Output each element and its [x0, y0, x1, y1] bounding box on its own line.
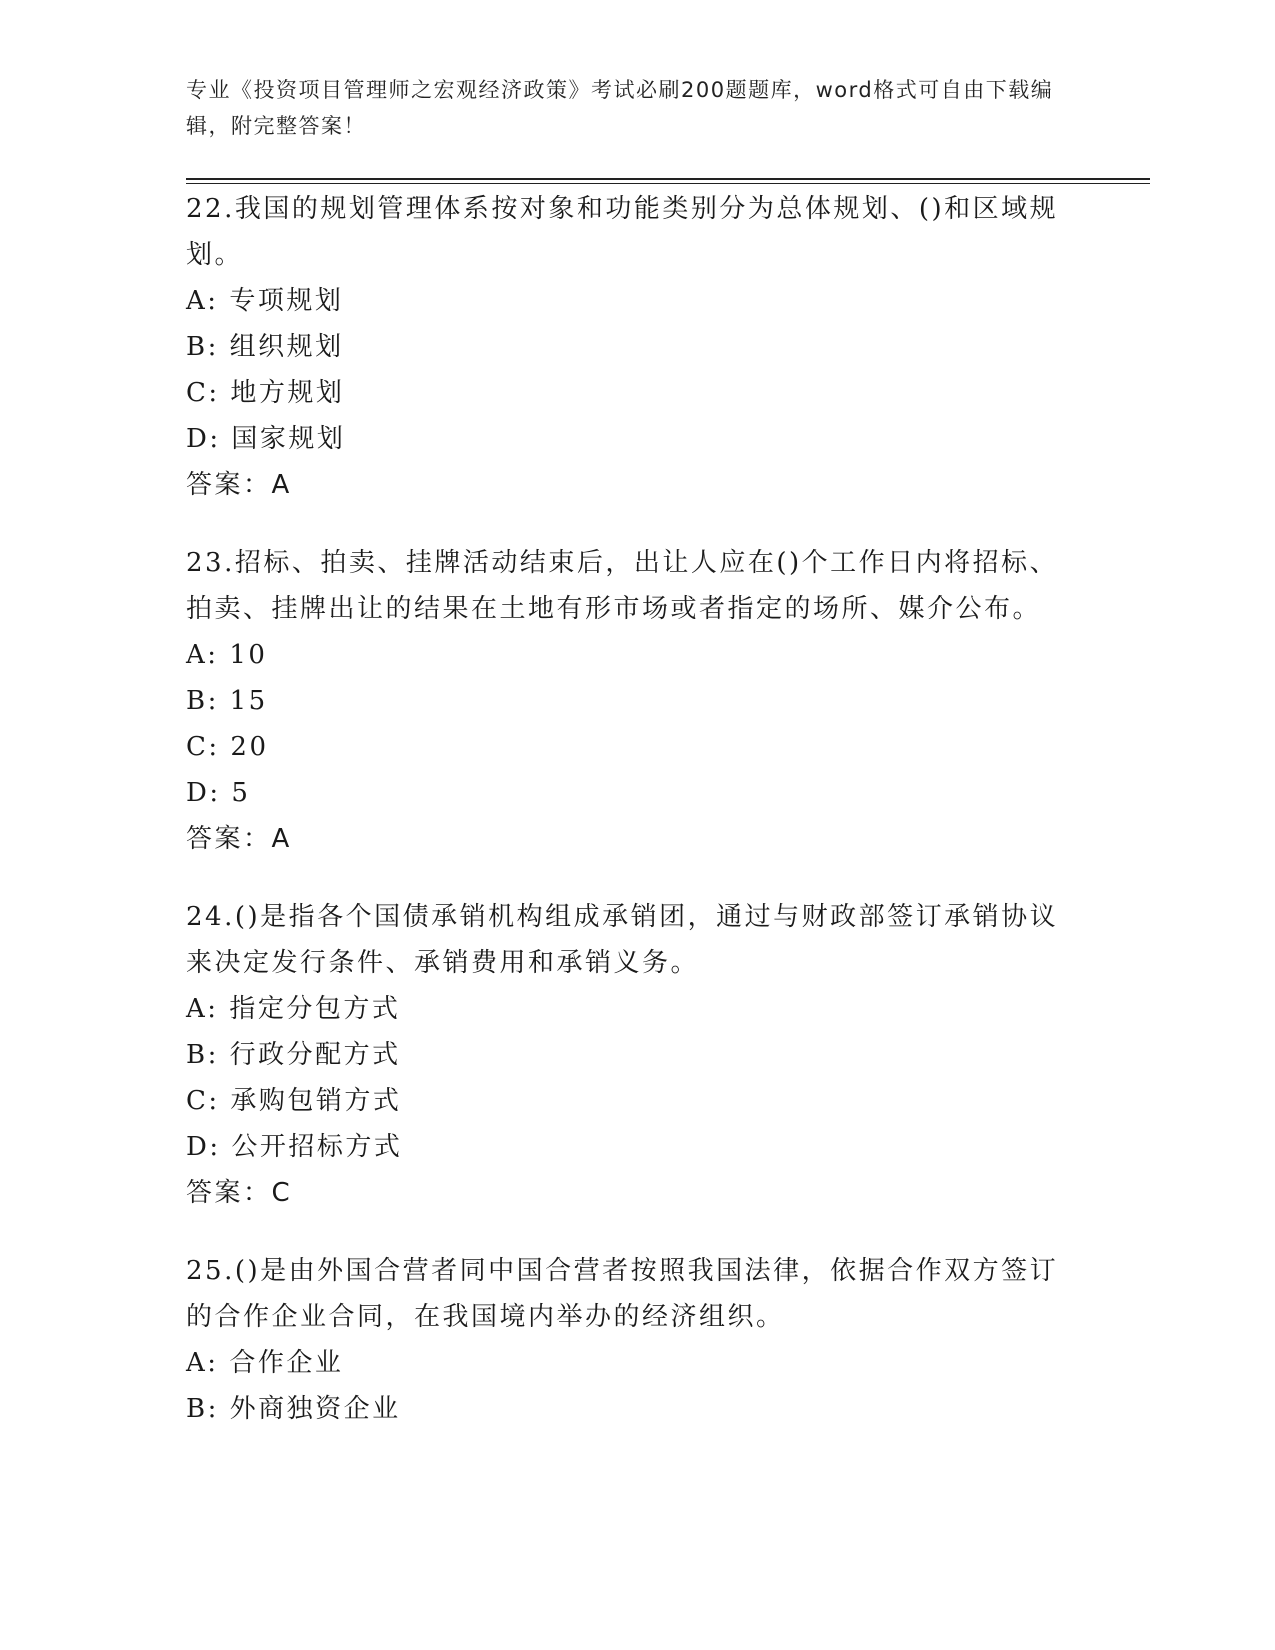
option-label: A: [186, 994, 219, 1024]
question-22 [186, 186, 1076, 508]
option-label: A: [186, 640, 219, 670]
option-text: 组织规划 [229, 332, 344, 362]
option-label: B: [186, 1394, 219, 1424]
option-d [186, 770, 1076, 816]
option-a [186, 1340, 1076, 1386]
option-text: 行政分配方式 [229, 1040, 401, 1070]
option-label: D: [186, 778, 221, 808]
question-23 [186, 540, 1076, 862]
option-a [186, 986, 1076, 1032]
answer-line: 答案：C [186, 1178, 293, 1208]
option-text: 公开招标方式 [231, 1132, 403, 1162]
question-25 [186, 1248, 1076, 1432]
option-text: 承购包销方式 [230, 1086, 402, 1116]
question-stem: 25.()是由外国合营者同中国合营者按照我国法律，依据合作双方签订的合作企业合同，在我国境内举办的经济组织。 [186, 1256, 1059, 1332]
option-b [186, 1032, 1076, 1078]
option-c [186, 724, 1076, 770]
question-list [186, 186, 1076, 1464]
option-label: B: [186, 686, 219, 716]
question-stem: 23.招标、拍卖、挂牌活动结束后，出让人应在()个工作日内将招标、拍卖、挂牌出让的结果在土地有形市场或者指定的场所、媒介公布。 [186, 548, 1059, 624]
option-label: C: [186, 1086, 220, 1116]
option-text: 15 [229, 686, 268, 716]
option-label: A: [186, 286, 219, 316]
option-b [186, 1386, 1076, 1432]
option-text: 专项规划 [229, 286, 344, 316]
option-text: 地方规划 [230, 378, 345, 408]
option-label: D: [186, 424, 221, 454]
option-b [186, 324, 1076, 370]
option-label: D: [186, 1132, 221, 1162]
answer-line: 答案：A [186, 824, 292, 854]
option-text: 20 [230, 732, 269, 762]
option-b [186, 678, 1076, 724]
option-d [186, 1124, 1076, 1170]
option-text: 5 [231, 778, 251, 808]
answer-line: 答案：A [186, 470, 292, 500]
question-stem: 22.我国的规划管理体系按对象和功能类别分为总体规划、()和区域规划。 [186, 194, 1059, 270]
option-a [186, 278, 1076, 324]
option-label: C: [186, 732, 220, 762]
header-divider-bottom [186, 183, 1150, 184]
header-divider-top [186, 178, 1150, 180]
option-c [186, 1078, 1076, 1124]
option-label: B: [186, 332, 219, 362]
option-text: 外商独资企业 [229, 1394, 401, 1424]
option-d [186, 416, 1076, 462]
document-header: 专业《投资项目管理师之宏观经济政策》考试必刷200题题库，word格式可自由下载编辑，附完整答案！ [186, 78, 1054, 138]
option-c [186, 370, 1076, 416]
option-label: C: [186, 378, 220, 408]
option-text: 10 [229, 640, 268, 670]
option-text: 合作企业 [229, 1348, 344, 1378]
question-24 [186, 894, 1076, 1216]
option-label: A: [186, 1348, 219, 1378]
option-a [186, 632, 1076, 678]
option-text: 国家规划 [231, 424, 346, 454]
option-text: 指定分包方式 [229, 994, 401, 1024]
option-label: B: [186, 1040, 219, 1070]
question-stem: 24.()是指各个国债承销机构组成承销团，通过与财政部签订承销协议来决定发行条件、承销费用和承销义务。 [186, 902, 1059, 978]
